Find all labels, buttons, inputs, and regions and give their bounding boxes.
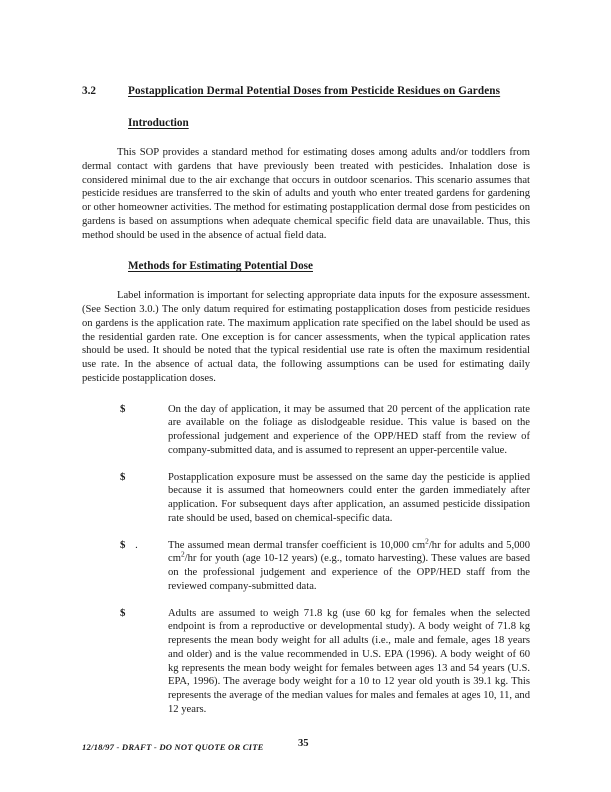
spacer	[82, 526, 530, 539]
spacer	[82, 242, 530, 259]
spacer	[82, 458, 530, 471]
section-title: Postapplication Dermal Potential Doses from Pesticide Residues on Gardens	[128, 85, 501, 97]
subheading-introduction: Introduction	[128, 117, 189, 129]
bullet-glyph: $	[120, 470, 126, 483]
bullet-marker-icon	[120, 607, 168, 621]
list-item-text: The assumed mean dermal transfer coefficient is 10,000 $cm^2/hr$ for adults and 5,000 $cm^2/hr$ for youth (age 10-12 years) (e.g., tomato harvesting). These values are based on the professional judgement and experience of the OPP/HED staff from the reviewed company-submitted data.	[168, 535, 530, 592]
list-item-text: Adults are assumed to weigh 71.8 kg (use 60 kg for females when the selected endpoint is from a reproductive or developmental study). A body weight of 71.8 kg represents the mean body weight for all adults (i.e., male and female, ages 18 years and older) and is the value recommended in U.S. EPA (1996). A body weight of 60 kg represents the mean body weight for females between ages 13 and 54 years (U.S. EPA, 1996). The average body weight for a 10 to 12 year old youth is 39.1 kg. This represents the average of the median values for males and females at ages 10, 11, and 12 years.	[168, 607, 530, 715]
list-item-text: On the day of application, it may be assumed that 20 percent of the application rate are available on the foliage as dislodgeable residue. This value is based on the professional judgement and experience of the OPP/HED staff from the review of company-submitted data, and is assumed to represent an upper-percentile value.	[168, 403, 530, 456]
footer-draft-note: 12/18/97 - DRAFT - DO NOT QUOTE OR CITE	[82, 742, 264, 752]
document-content	[82, 84, 530, 717]
spacer	[82, 131, 530, 146]
superscript: 2	[180, 549, 185, 559]
list-item	[120, 535, 530, 594]
subheading-methods: Methods for Estimating Potential Dose	[128, 260, 313, 273]
bullet-glyph: $	[120, 402, 126, 415]
bullet-glyph: $	[120, 606, 126, 619]
paragraph-introduction: This SOP provides a standard method for estimating doses among adults and/or toddlers from dermal contact with gardens that have previously been treated with pesticides. Inhalation dose is considered minimal due to the air exchange that occurs in outdoor scenarios. This scenario assumes that pesticide residues are transferred to the skin of adults and youth who enter treated gardens for gardening or other homeowner activities. The method for estimating postapplication dermal dose from pesticides on gardens is based on assumptions when adequate chemical specific field data are unavailable. Thus, this method should be used in the absence of actual field data.	[82, 147, 530, 241]
list-item	[120, 607, 530, 717]
section-number: 3.2	[82, 85, 96, 97]
list-item	[120, 403, 530, 458]
spacer	[82, 386, 530, 403]
spacer	[82, 274, 530, 289]
page-footer	[82, 738, 530, 762]
superscript: 2	[425, 535, 429, 545]
bullet-glyph: $	[120, 538, 126, 551]
page-number: 35	[298, 738, 309, 749]
spacer	[82, 99, 530, 116]
bullet-trailing-dot: .	[135, 539, 138, 551]
bullet-marker-icon	[120, 471, 168, 485]
bullet-marker-icon	[120, 403, 168, 417]
spacer	[82, 594, 530, 607]
list-item	[120, 471, 530, 526]
list-item-text: Postapplication exposure must be assessed on the same day the pesticide is applied because it is assumed that homeowners could enter the garden immediately after application. For subsequent days after application, an assumed pesticide dissipation rate should be used, based on chemical-specific data.	[168, 471, 530, 524]
bullet-marker-icon	[120, 539, 168, 553]
paragraph-methods: Label information is important for selecting appropriate data inputs for the exposure assessment. (See Section 3.0.) The only datum required for estimating postapplication doses from pesticide residues on gardens is the application rate. The maximum application rate specified on the label should be used as the residential garden rate. One exception is for cancer assessments, when the typical application rates should be used. It should be noted that the typical residential use rate is often the maximum residential use rate. In the absence of actual data, the following assumptions can be used for estimating daily pesticide postapplication doses.	[82, 290, 530, 384]
section-heading	[82, 84, 530, 99]
assumptions-list	[82, 403, 530, 717]
